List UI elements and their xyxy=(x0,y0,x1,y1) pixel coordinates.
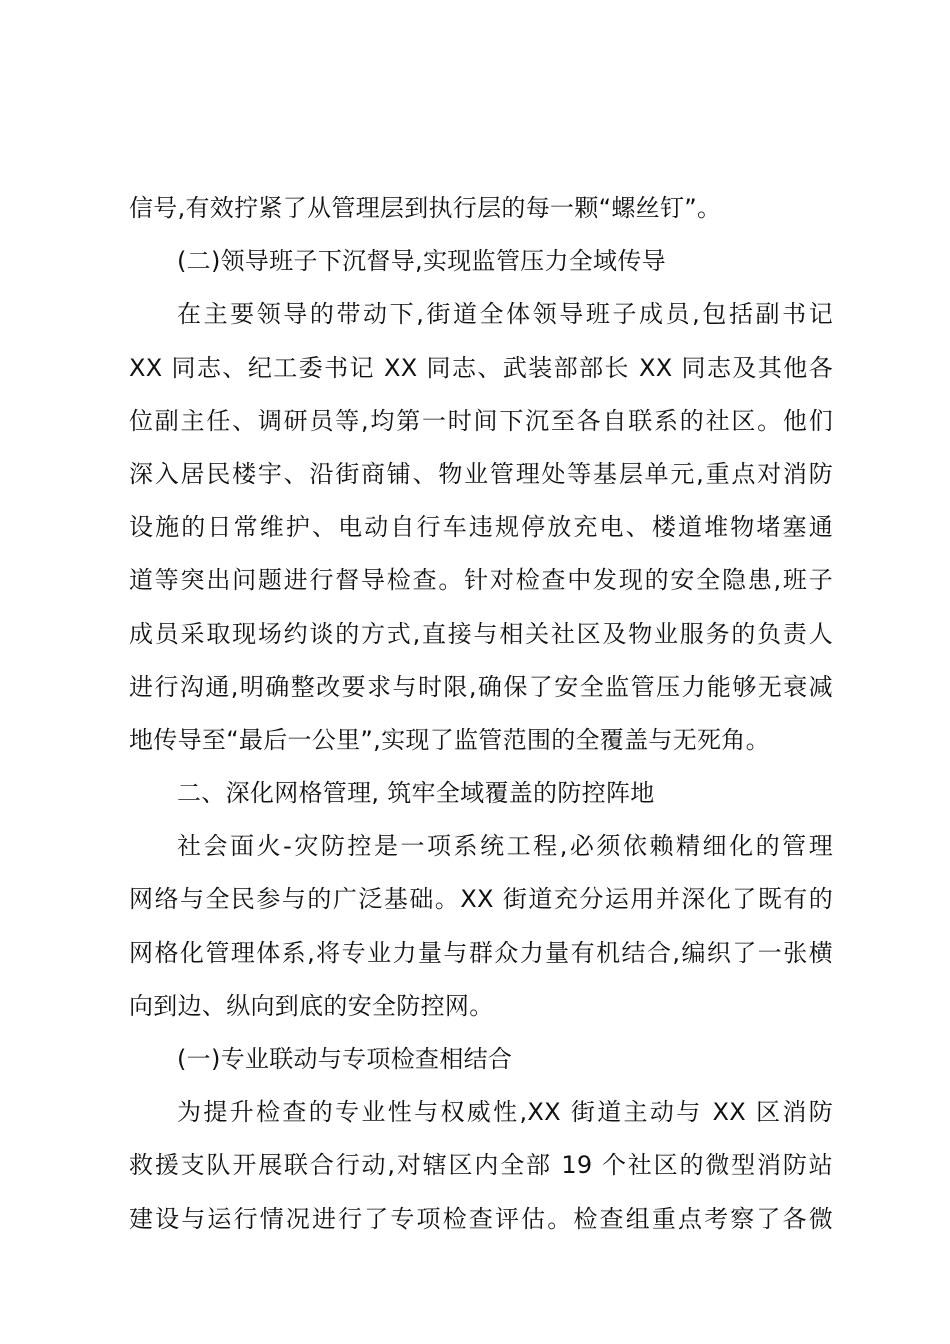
text-line: 社会面火-灾防控是一项系统工程,必须依赖精细化的管理 xyxy=(177,832,833,861)
text-line: 位副主任、调研员等,均第一时间下沉至各自联系的社区。他们 xyxy=(129,406,833,435)
text-line: 建设与运行情况进行了专项检查评估。检查组重点考察了各微 xyxy=(129,1204,833,1233)
text-line: 地传导至“最后一公里”,实现了监管范围的全覆盖与无死角。 xyxy=(129,725,770,754)
text-line: 进行沟通,明确整改要求与时限,确保了安全监管压力能够无衰减 xyxy=(129,672,833,701)
text-line: (一)专业联动与专项检查相结合 xyxy=(177,1045,513,1073)
text-line: 向到边、纵向到底的安全防控网。 xyxy=(129,991,494,1020)
text-line: 为提升检查的专业性与权威性,XX 街道主动与 XX 区消防 xyxy=(177,1098,833,1127)
text-line: 二、深化网格管理, 筑牢全域覆盖的防控阵地 xyxy=(177,779,655,808)
text-line: 设施的日常维护、电动自行车违规停放充电、楼道堆物堵塞通 xyxy=(129,513,833,542)
text-line: 道等突出问题进行督导检查。针对检查中发现的安全隐患,班子 xyxy=(129,566,833,595)
text-line: 网络与全民参与的广泛基础。XX 街道充分运用并深化了既有的 xyxy=(129,885,833,914)
text-line: 深入居民楼宇、沿街商铺、物业管理处等基层单元,重点对消防 xyxy=(129,459,833,488)
text-line: (二)领导班子下沉督导,实现监管压力全域传导 xyxy=(177,247,666,276)
text-line: XX 同志、纪工委书记 XX 同志、武装部部长 XX 同志及其他各 xyxy=(129,353,833,382)
text-line: 救援支队开展联合行动,对辖区内全部 19 个社区的微型消防站 xyxy=(129,1151,833,1180)
text-line: 网格化管理体系,将专业力量与群众力量有机结合,编织了一张横 xyxy=(129,938,833,967)
text-line: 在主要领导的带动下,街道全体领导班子成员,包括副书记 xyxy=(177,300,833,329)
text-line: 信号,有效拧紧了从管理层到执行层的每一颗“螺丝钉”。 xyxy=(129,194,722,222)
text-line: 成员采取现场约谈的方式,直接与相关社区及物业服务的负责人 xyxy=(129,619,833,648)
document-body xyxy=(129,182,833,1246)
